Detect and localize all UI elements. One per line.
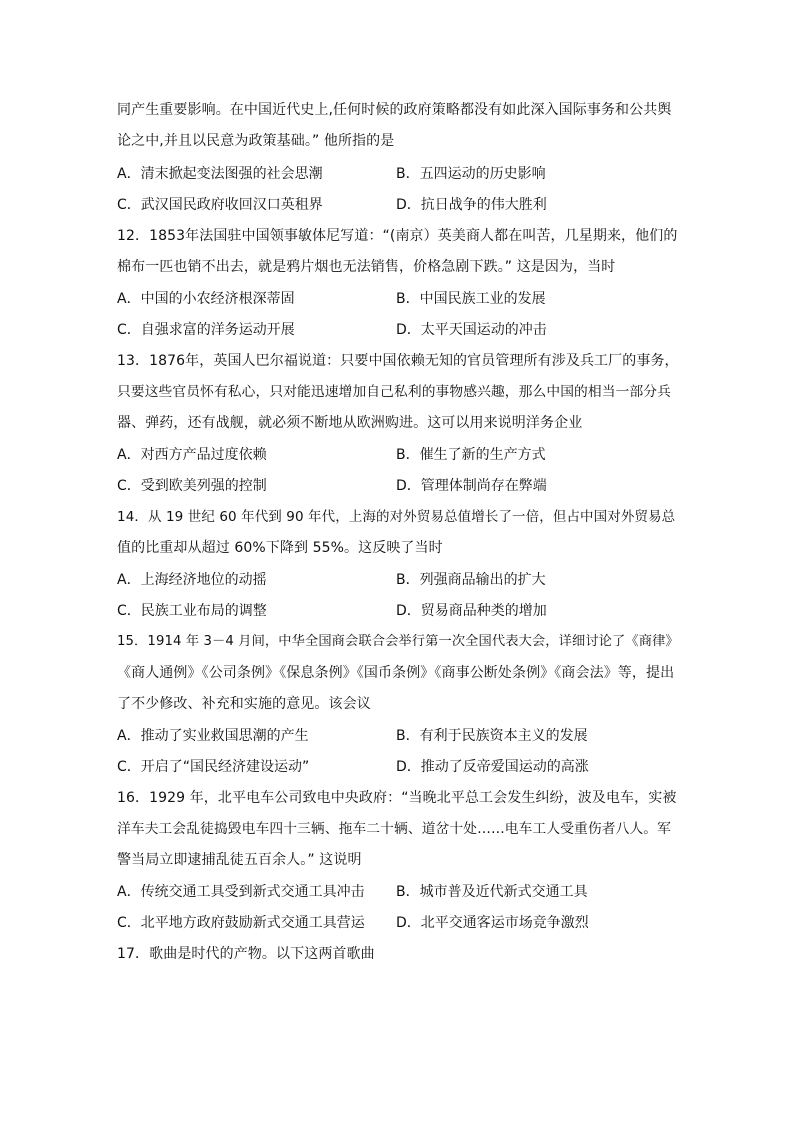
question-15-option-a: A．推动了实业救国思潮的产生: [117, 728, 309, 744]
question-14-option-b: B．列强商品输出的扩大: [396, 572, 546, 588]
question-16-option-b: B．城市普及近代新式交通工具: [396, 884, 588, 900]
question-12-option-b: B．中国民族工业的发展: [396, 291, 546, 307]
question-15-option-c: C．开启了“国民经济建设运动”: [117, 759, 310, 775]
question-16-text-line: 洋车夫工会乱徒捣毁电车四十三辆、拖车二十辆、道岔十处……电车工人受重伤者八人。军: [117, 821, 672, 837]
question-12-text-line: 棉布一匹也销不出去，就是鸦片烟也无法销售，价格急剧下跌。” 这是因为，当时: [117, 259, 616, 275]
question-13-option-c: C．受到欧美列强的控制: [117, 478, 267, 494]
question-15-option-d: D．推动了反帝爱国运动的高涨: [396, 759, 589, 775]
question-14-text-line: 14．从 19 世纪 60 年代到 90 年代，上海的对外贸易总值增长了一倍，但占中国对外贸易总: [117, 509, 676, 525]
question-11-option-a: A．清末掀起变法图强的社会思潮: [117, 166, 323, 182]
question-17-text-line: 17．歌曲是时代的产物。以下这两首歌曲: [117, 946, 375, 962]
question-13-text-line: 13．1876年，英国人巴尔福说道：只要中国依赖无知的官员管理所有涉及兵工厂的事务，: [117, 353, 679, 369]
question-12-option-d: D．太平天国运动的冲击: [396, 322, 547, 338]
question-11-text-line: 同产生重要影响。在中国近代史上,任何时候的政府策略都没有如此深入国际事务和公共舆: [117, 102, 672, 118]
question-16-text-line: 警当局立即逮捕乱徒五百余人。” 这说明: [117, 852, 362, 868]
question-12-option-c: C．自强求富的洋务运动开展: [117, 322, 295, 338]
question-16-option-d: D．北平交通客运市场竞争激烈: [396, 915, 589, 931]
question-11-option-b: B．五四运动的历史影响: [396, 166, 546, 182]
question-13-text-line: 器、弹药，还有战舰，就必须不断地从欧洲购进。这可以用来说明洋务企业: [117, 415, 583, 431]
question-14-text-line: 值的比重却从超过 60%下降到 55%。这反映了当时: [117, 540, 443, 556]
question-16-option-a: A．传统交通工具受到新式交通工具冲击: [117, 884, 365, 900]
question-12-text-line: 12．1853年法国驻中国领事敏体尼写道：“(南京）英美商人都在叫苦，几星期来，他们的: [117, 228, 678, 244]
question-12-option-a: A．中国的小农经济根深蒂固: [117, 291, 295, 307]
question-15-option-b: B．有利于民族资本主义的发展: [396, 728, 588, 744]
question-14-option-a: A．上海经济地位的动摇: [117, 572, 267, 588]
question-14-option-c: C．民族工业布局的调整: [117, 603, 267, 619]
question-13-option-d: D．管理体制尚存在弊端: [396, 478, 547, 494]
question-16-text-line: 16．1929 年，北平电车公司致电中央政府：“当晚北平总工会发生纠纷，波及电车，实被: [117, 790, 677, 806]
question-11-option-c: C．武汉国民政府收回汉口英租界: [117, 197, 323, 213]
question-16-option-c: C．北平地方政府鼓励新式交通工具营运: [117, 915, 365, 931]
question-14-option-d: D．贸易商品种类的增加: [396, 603, 547, 619]
question-11-option-d: D．抗日战争的伟大胜利: [396, 197, 547, 213]
question-15-text-line: 《商人通例》《公司条例》《保息条例》《国币条例》《商事公断处条例》《商会法》等，提出: [117, 665, 675, 681]
question-15-text-line: 了不少修改、补充和实施的意见。该会议: [117, 696, 371, 712]
question-13-text-line: 只要这些官员怀有私心，只对能迅速增加自己私利的事物感兴趣，那么中国的相当一部分兵: [117, 384, 672, 400]
question-13-option-a: A．对西方产品过度依赖: [117, 447, 267, 463]
question-11-text-line: 论之中,并且以民意为政策基础。” 他所指的是: [117, 133, 395, 149]
question-13-option-b: B．催生了新的生产方式: [396, 447, 546, 463]
question-15-text-line: 15．1914 年 3－4 月间，中华全国商会联合会举行第一次全国代表大会，详细讨论了《商律》: [117, 634, 679, 649]
